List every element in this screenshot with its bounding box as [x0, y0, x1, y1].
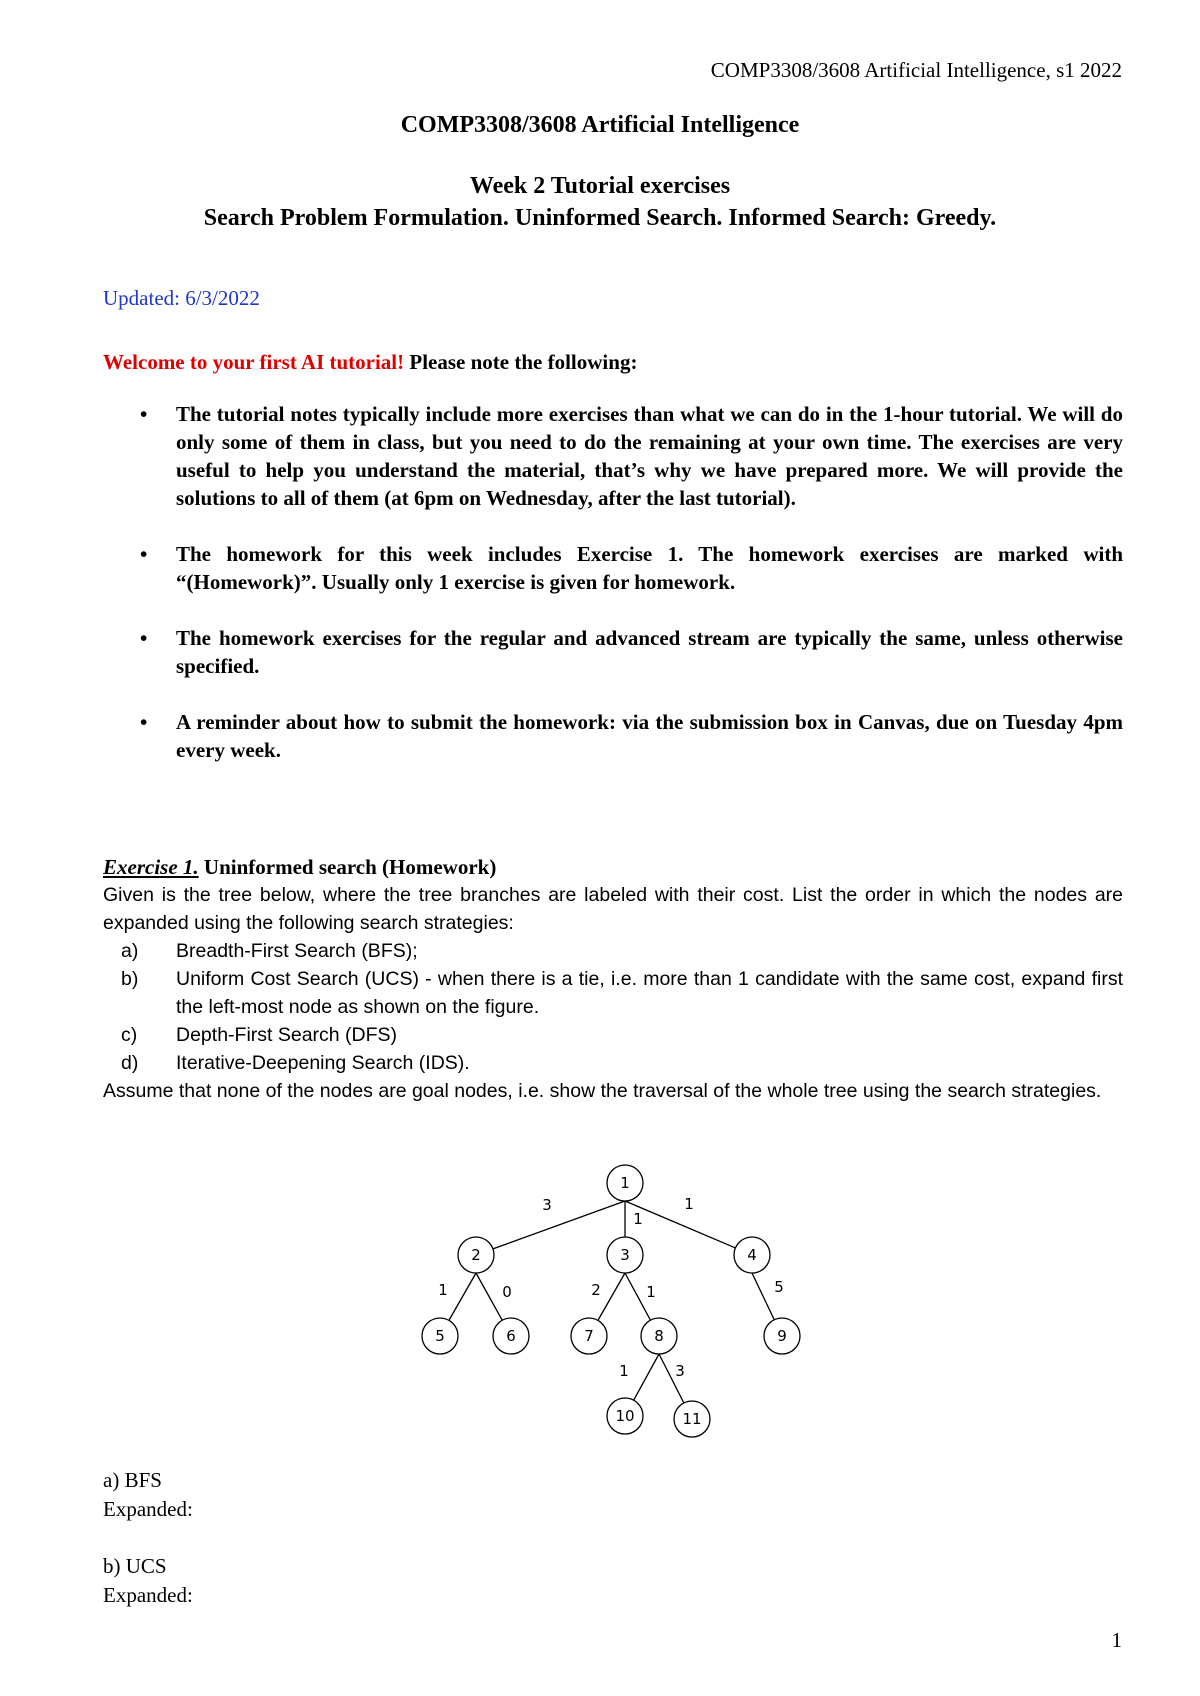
notes-list [103, 400, 1123, 792]
exercise-number: Exercise 1. [103, 855, 199, 879]
welcome-highlight: Welcome to your first AI tutorial! [103, 350, 405, 374]
edge-cost-label: 1 [684, 1195, 694, 1213]
exercise-outro: Assume that none of the nodes are goal nodes, i.e. show the traversal of the whole tree using the search strategies. [103, 1080, 1102, 1102]
answer-bfs [103, 1466, 193, 1524]
strategy-item: a) Breadth-First Search (BFS); [121, 940, 418, 962]
strategy-item: d) Iterative-Deepening Search (IDS). [121, 1052, 470, 1074]
tree-node-label: 8 [654, 1327, 664, 1345]
tree-node-label: 11 [682, 1410, 702, 1428]
tree-edge-2-5 [449, 1273, 476, 1320]
tree-node-label: 4 [747, 1246, 757, 1264]
tree-node-label: 9 [777, 1327, 787, 1345]
tree-node-label: 3 [620, 1246, 630, 1264]
tree-edge-1-2 [493, 1201, 625, 1249]
edge-cost-label: 3 [675, 1362, 685, 1380]
edge-cost-label: 1 [619, 1362, 629, 1380]
welcome-line [103, 350, 637, 375]
tree-node-label: 6 [506, 1327, 516, 1345]
search-tree-diagram [400, 1160, 820, 1450]
tree-node-label: 10 [615, 1407, 635, 1425]
answer-ucs [103, 1552, 193, 1610]
welcome-rest: Please note the following: [404, 350, 638, 374]
note-item: • The homework for this week includes Exercise 1. The homework exercises are marked with “(Homework)”. Usually only 1 exercise is given for homework. [140, 542, 1123, 594]
running-header: COMP3308/3608 Artificial Intelligence, s1 2022 [710, 58, 1122, 82]
edge-cost-label: 2 [591, 1281, 601, 1299]
tree-node-label: 2 [471, 1246, 481, 1264]
exercise-title: Uninformed search (Homework) [198, 855, 497, 879]
edge-cost-label: 1 [633, 1210, 643, 1228]
answer-expanded-label: Expanded: [103, 1497, 193, 1521]
exercise-heading [103, 853, 1123, 881]
answer-expanded-label: Expanded: [103, 1583, 193, 1607]
answers-section [103, 1466, 193, 1638]
tree-edge-3-7 [598, 1273, 625, 1320]
tree-edge-2-6 [476, 1273, 502, 1320]
bullet-icon: • [140, 710, 148, 734]
exercise-intro: Given is the tree below, where the tree branches are labeled with their cost. List the order in which the nodes are expanded using the following search strategies: [103, 884, 1123, 934]
note-item: • The tutorial notes typically include more exercises than what we can do in the 1-hour tutorial. We will do only some of them in class, but you need to do the remaining at your own time. The exercises are very useful to help you understand the material, that’s why we have prepared more. We will provide the solutions to all of them (at 6pm on Wednesday, after the last tutorial). [140, 402, 1123, 510]
document-subtitle-week: Week 2 Tutorial exercises [469, 173, 731, 199]
tree-edge-8-10 [634, 1354, 659, 1400]
bullet-icon: • [140, 402, 148, 426]
answer-label: a) BFS [103, 1468, 162, 1492]
strategy-item: c) Depth-First Search (DFS) [121, 1024, 398, 1046]
tree-node-label: 7 [584, 1327, 594, 1345]
tree-edge-4-9 [752, 1273, 774, 1320]
bullet-icon: • [140, 542, 148, 566]
edge-cost-label: 5 [774, 1278, 784, 1296]
document-title: COMP3308/3608 Artificial Intelligence [400, 112, 800, 138]
strategy-item: b) Uniform Cost Search (UCS) - when there is a tie, i.e. more than 1 candidate with the same cost, expand first the left-most node as shown on the figure. [121, 968, 1123, 1018]
edge-cost-label: 1 [438, 1281, 448, 1299]
tree-node-label: 1 [620, 1174, 630, 1192]
updated-date: Updated: 6/3/2022 [103, 286, 260, 310]
edge-cost-label: 3 [542, 1196, 552, 1214]
answer-label: b) UCS [103, 1554, 167, 1578]
tree-node-label: 5 [435, 1327, 445, 1345]
note-item: • The homework exercises for the regular and advanced stream are typically the same, unless otherwise specified. [140, 626, 1123, 678]
bullet-icon: • [140, 626, 148, 650]
edge-cost-label: 1 [646, 1283, 656, 1301]
page-number: 1 [1111, 1628, 1122, 1652]
document-subtitle-topics: Search Problem Formulation. Uninformed Search. Informed Search: Greedy. [203, 205, 997, 231]
strategy-list [103, 937, 1123, 1077]
edge-cost-label: 0 [502, 1283, 512, 1301]
exercise-1 [103, 853, 1123, 1105]
note-item: • A reminder about how to submit the homework: via the submission box in Canvas, due on Tuesday 4pm every week. [140, 710, 1123, 762]
